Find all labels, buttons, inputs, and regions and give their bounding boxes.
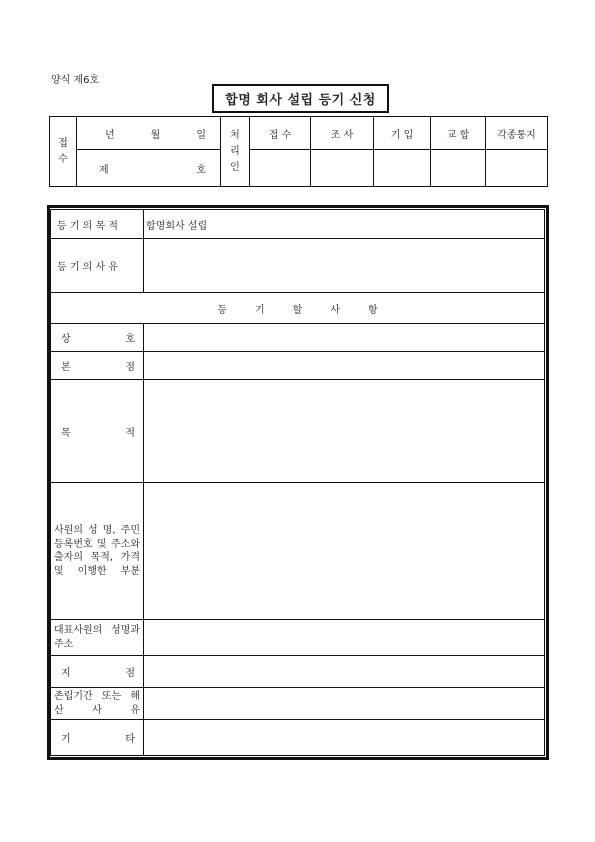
date-month-label: 월 <box>150 129 161 141</box>
processor-label-text: 처 리 인 <box>230 129 240 173</box>
objective-label-1: 목 <box>61 427 71 439</box>
trade-name-label-1: 상 <box>61 334 71 345</box>
reason-field[interactable] <box>144 239 545 293</box>
purpose-value[interactable]: 합명회사 설립 <box>144 210 545 239</box>
head-office-label-1: 본 <box>61 362 71 373</box>
objective-label-2: 적 <box>125 427 135 439</box>
purpose-label: 등 기 의 목 적 <box>51 210 144 239</box>
form-number: 양식 제6호 <box>51 75 100 86</box>
duration-field[interactable] <box>144 688 545 720</box>
stamp-cell-giip[interactable] <box>374 150 431 187</box>
duration-label: 존립기간 또는 해 산 사 유 <box>51 688 144 720</box>
branch-label-1: 지 <box>61 668 71 679</box>
number-suffix-label: 호 <box>196 164 206 176</box>
representative-label: 대표사원의 성명과 주소 <box>51 620 144 656</box>
receipt-label-text: 접 수 <box>58 137 68 165</box>
col-header-jeopsu: 접 수 <box>250 117 311 150</box>
receipt-date-cell[interactable] <box>77 117 221 150</box>
section-title: 등기할사항 <box>51 293 545 324</box>
stamp-cell-josa[interactable] <box>311 150 374 187</box>
number-prefix-label: 제 <box>99 164 109 176</box>
form-title: 합명 회사 설립 등기 신청 <box>212 84 389 113</box>
processor-label <box>221 117 250 187</box>
application-table <box>50 209 545 756</box>
head-office-label-2: 점 <box>125 362 135 373</box>
other-label-2: 타 <box>125 734 135 745</box>
trade-name-label-2: 호 <box>125 334 135 345</box>
receipt-number-cell[interactable] <box>77 150 221 187</box>
trade-name-label <box>51 324 144 352</box>
stamp-cell-jeopsu[interactable] <box>250 150 311 187</box>
branch-label <box>51 656 144 688</box>
col-header-notice: 각종통지 <box>486 117 548 150</box>
representative-field[interactable] <box>144 620 545 656</box>
objective-label <box>51 380 144 483</box>
col-header-gyohap: 교 합 <box>431 117 486 150</box>
members-field[interactable] <box>144 483 545 620</box>
date-year-label: 년 <box>105 129 115 141</box>
other-label <box>51 720 144 756</box>
branch-field[interactable] <box>144 656 545 688</box>
col-header-josa: 조 사 <box>311 117 374 150</box>
reason-label: 등 기 의 사 유 <box>51 239 144 293</box>
objective-field[interactable] <box>144 380 545 483</box>
head-office-field[interactable] <box>144 352 545 380</box>
date-day-label: 일 <box>196 129 206 141</box>
col-header-giip: 기 입 <box>374 117 431 150</box>
branch-label-2: 점 <box>125 668 135 679</box>
receipt-table <box>49 116 548 187</box>
trade-name-field[interactable] <box>144 324 545 352</box>
other-label-1: 기 <box>61 734 71 745</box>
receipt-label <box>50 117 77 187</box>
members-label: 사원의 성 명, 주민등록번호 및 주소와 출자의 목적, 가격 및 이행한 부분 <box>51 483 144 620</box>
stamp-cell-notice[interactable] <box>486 150 548 187</box>
head-office-label <box>51 352 144 380</box>
stamp-cell-gyohap[interactable] <box>431 150 486 187</box>
other-field[interactable] <box>144 720 545 756</box>
